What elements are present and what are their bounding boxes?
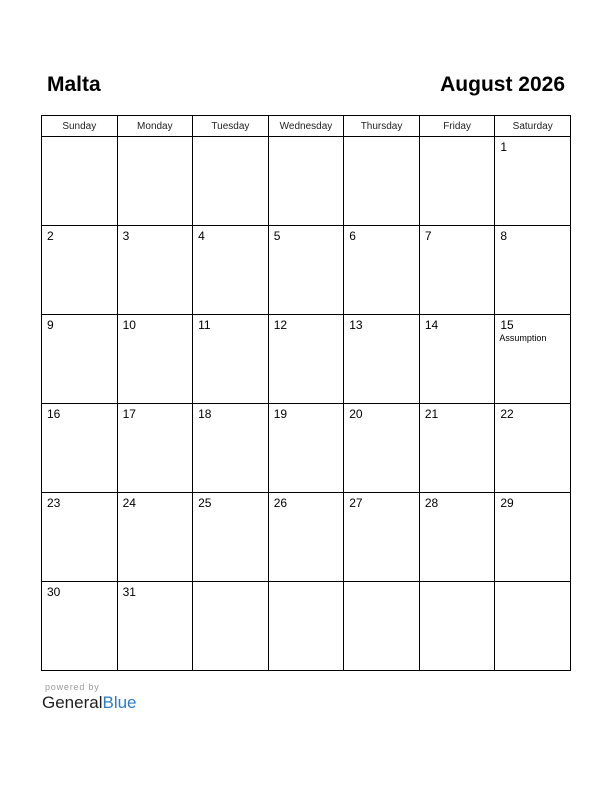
weekday-header: Sunday: [42, 116, 118, 137]
day-number: 4: [198, 229, 205, 243]
day-number: 18: [198, 407, 212, 421]
empty-day-cell: [419, 582, 495, 671]
day-cell: [193, 404, 269, 493]
calendar-header: [41, 70, 571, 100]
weekday-header: Saturday: [495, 116, 571, 137]
weekday-header-row: [42, 116, 571, 137]
weekday-header: Thursday: [344, 116, 420, 137]
holiday-label: Assumption: [499, 333, 547, 343]
day-cell: [419, 315, 495, 404]
day-cell: [344, 315, 420, 404]
day-cell: [495, 226, 571, 315]
day-cell: [117, 315, 193, 404]
empty-day-cell: [268, 582, 344, 671]
day-cell: [419, 404, 495, 493]
weekday-header: Friday: [419, 116, 495, 137]
day-cell: [117, 404, 193, 493]
day-number: 13: [349, 318, 363, 332]
day-number: 25: [198, 496, 212, 510]
weekday-header: Tuesday: [193, 116, 269, 137]
day-number: 21: [424, 407, 439, 421]
day-cell: [344, 493, 420, 582]
day-cell: [193, 493, 269, 582]
calendar-week-row: [42, 315, 571, 404]
day-number: 30: [47, 585, 61, 599]
day-number: 15: [500, 318, 514, 332]
empty-day-cell: [495, 582, 571, 671]
day-cell: [268, 315, 344, 404]
calendar-body: [42, 137, 571, 671]
calendar-week-row: [42, 226, 571, 315]
day-cell: [268, 226, 344, 315]
weekday-header: Wednesday: [268, 116, 344, 137]
day-number: 14: [424, 318, 439, 332]
day-number: 28: [424, 496, 439, 510]
brand-blue-text: Blue: [102, 693, 137, 712]
day-number: 5: [273, 229, 281, 243]
day-number: 23: [47, 496, 61, 510]
empty-day-cell: [419, 137, 495, 226]
day-cell: [495, 404, 571, 493]
brand-logo: [42, 693, 137, 713]
empty-day-cell: [193, 137, 269, 226]
calendar-week-row: [42, 404, 571, 493]
day-cell: [193, 315, 269, 404]
empty-day-cell: [344, 582, 420, 671]
day-cell: [268, 493, 344, 582]
day-number: 27: [349, 496, 363, 510]
weekday-header: Monday: [117, 116, 193, 137]
day-cell: [42, 404, 118, 493]
day-number: 12: [273, 318, 288, 332]
day-number: 20: [349, 407, 363, 421]
day-cell: [495, 493, 571, 582]
day-cell: [495, 137, 571, 226]
footer-branding: [42, 682, 137, 713]
day-cell: [495, 315, 571, 404]
day-number: 22: [500, 407, 514, 421]
day-number: 31: [122, 585, 136, 599]
month-year-title: August 2026: [440, 73, 565, 96]
day-cell: [42, 493, 118, 582]
brand-general-text: General: [42, 693, 103, 712]
empty-day-cell: [344, 137, 420, 226]
empty-day-cell: [193, 582, 269, 671]
day-number: 29: [500, 496, 514, 510]
day-cell: [117, 582, 193, 671]
calendar-week-row: [42, 493, 571, 582]
empty-day-cell: [42, 137, 118, 226]
day-cell: [117, 493, 193, 582]
day-number: 26: [273, 496, 288, 510]
country-title: Malta: [47, 73, 101, 96]
day-cell: [42, 582, 118, 671]
calendar-grid: [41, 115, 571, 671]
empty-day-cell: [117, 137, 193, 226]
day-number: 3: [122, 229, 130, 243]
powered-by-text: powered by: [45, 682, 100, 692]
day-cell: [193, 226, 269, 315]
day-cell: [117, 226, 193, 315]
day-number: 10: [122, 318, 136, 332]
day-cell: [42, 226, 118, 315]
day-cell: [42, 315, 118, 404]
day-number: 19: [273, 407, 288, 421]
day-number: 7: [424, 229, 432, 243]
calendar-week-row: [42, 137, 571, 226]
day-cell: [268, 404, 344, 493]
day-number: 1: [500, 140, 508, 154]
day-cell: [344, 226, 420, 315]
day-number: 24: [122, 496, 136, 510]
day-cell: [419, 226, 495, 315]
day-number: 11: [198, 318, 211, 332]
day-number: 8: [500, 229, 508, 243]
empty-day-cell: [268, 137, 344, 226]
day-cell: [419, 493, 495, 582]
day-number: 2: [47, 229, 54, 243]
day-number: 17: [122, 407, 136, 421]
day-number: 9: [47, 318, 54, 332]
calendar-week-row: [42, 582, 571, 671]
day-cell: [344, 404, 420, 493]
day-number: 16: [47, 407, 61, 421]
day-number: 6: [349, 229, 356, 243]
